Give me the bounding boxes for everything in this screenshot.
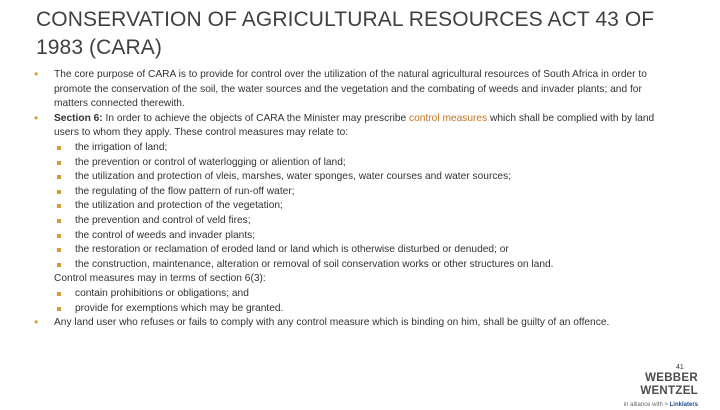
square-bullet-icon <box>57 204 61 208</box>
list-item-text: the irrigation of land; <box>75 141 168 153</box>
list-item <box>34 141 674 156</box>
section6-text-after: which shall be complied with by land users to whom they apply. These control measures may relate to: <box>54 112 655 139</box>
list-item <box>34 170 674 185</box>
square-bullet-icon <box>57 292 61 296</box>
page-number: 41 <box>676 364 684 371</box>
list-item-text: contain prohibitions or obligations; and <box>75 287 249 299</box>
square-bullet-icon <box>57 146 61 150</box>
list-item-text: the regulating of the flow pattern of run-off water; <box>75 185 295 197</box>
bullet-icon: • <box>34 110 39 125</box>
logo-tag-accent: Linklaters <box>669 402 698 408</box>
square-bullet-icon <box>57 190 61 194</box>
square-bullet-icon <box>57 307 61 311</box>
bullet-purpose <box>34 68 674 112</box>
list-item <box>34 302 674 317</box>
logo-tag-prefix: in alliance with > <box>623 402 670 408</box>
bullet-section6 <box>34 112 674 141</box>
list-item <box>34 243 674 258</box>
list-item <box>34 229 674 244</box>
square-bullet-icon <box>57 234 61 238</box>
list-item-text: the prevention or control of waterlogging or aliention of land; <box>75 156 346 168</box>
slide-title: CONSERVATION OF AGRICULTURAL RESOURCES ACT 43 OF 1983 (CARA) <box>36 8 655 59</box>
bullet-icon: • <box>34 67 39 81</box>
company-logo <box>594 372 698 410</box>
control-measures-highlight: control measures <box>409 112 488 124</box>
list-item-text: the restoration or reclamation of eroded land or land which is otherwise disturbed or denuded; or <box>75 244 509 256</box>
section6-text-before: In order to achieve the objects of CARA the Minister may prescribe <box>102 112 410 124</box>
list-item <box>34 185 674 200</box>
square-bullet-icon <box>57 161 61 165</box>
list-item-text: the utilization and protection of vleis, marshes, water sponges, water courses and water sources; <box>75 171 512 183</box>
bullet-icon: • <box>34 315 39 330</box>
square-bullet-icon <box>57 175 61 179</box>
logo-brand: WEBBER WENTZEL <box>640 372 698 397</box>
list-item <box>34 199 674 214</box>
list-item-text: the control of weeds and invader plants; <box>75 229 256 241</box>
list-item <box>34 156 674 171</box>
list-item-text: the utilization and protection of the vegetation; <box>75 200 283 212</box>
section63-text: Control measures may in terms of section 6(3): <box>54 273 266 285</box>
square-bullet-icon <box>57 248 61 252</box>
offence-text: Any land user who refuses or fails to comply with any control measure which is binding on him, shall be guilty of an offence. <box>54 317 610 329</box>
list-item <box>34 287 674 302</box>
section6-label: Section 6: <box>54 112 103 124</box>
purpose-text: The core purpose of CARA is to provide for control over the utilization of the natural agricultural resources of South Africa in order to promote the conservation of the soil, the water sources and the vegetation and the combating of weeds and invader plants; and for matters connected therewith. <box>54 69 647 110</box>
logo-tagline <box>594 400 698 410</box>
slide-body <box>34 68 674 331</box>
list-item <box>34 258 674 273</box>
list-item-text: provide for exemptions which may be granted. <box>75 302 284 314</box>
list-item <box>34 214 674 229</box>
bullet-offence <box>34 316 674 331</box>
square-bullet-icon <box>57 219 61 223</box>
square-bullet-icon <box>57 263 61 267</box>
list-item-text: the prevention and control of veld fires; <box>75 214 251 226</box>
list-item-text: the construction, maintenance, alteration or removal of soil conservation works or other structures on land. <box>75 258 554 270</box>
